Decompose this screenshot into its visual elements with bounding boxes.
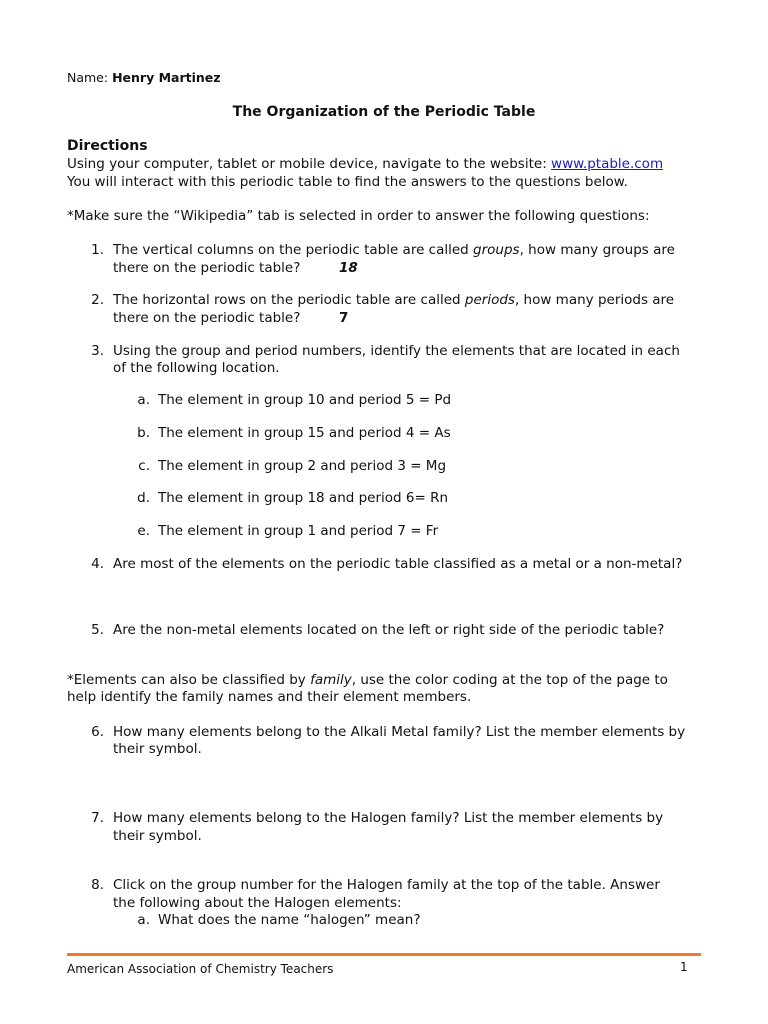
answer-1: 18	[339, 260, 358, 276]
name-value: Henry Martinez	[112, 70, 221, 85]
name-label: Name:	[67, 70, 109, 85]
directions-heading: Directions	[67, 138, 148, 154]
directions-line-2: You will interact with this periodic table to find the answers to the questions below.	[67, 174, 628, 190]
answer-2: 7	[339, 310, 349, 326]
footer-rule	[67, 953, 701, 956]
page-number: 1	[680, 960, 688, 974]
ptable-link[interactable]: www.ptable.com	[551, 156, 664, 172]
footer-org: American Association of Chemistry Teachers	[67, 962, 334, 976]
directions-line-1: Using your computer, tablet or mobile device, navigate to the website: www.ptable.com	[67, 156, 664, 172]
note-wikipedia: *Make sure the “Wikipedia” tab is selected in order to answer the following questions:	[67, 208, 650, 224]
name-line	[67, 69, 221, 87]
page-title: The Organization of the Periodic Table	[232, 104, 536, 120]
